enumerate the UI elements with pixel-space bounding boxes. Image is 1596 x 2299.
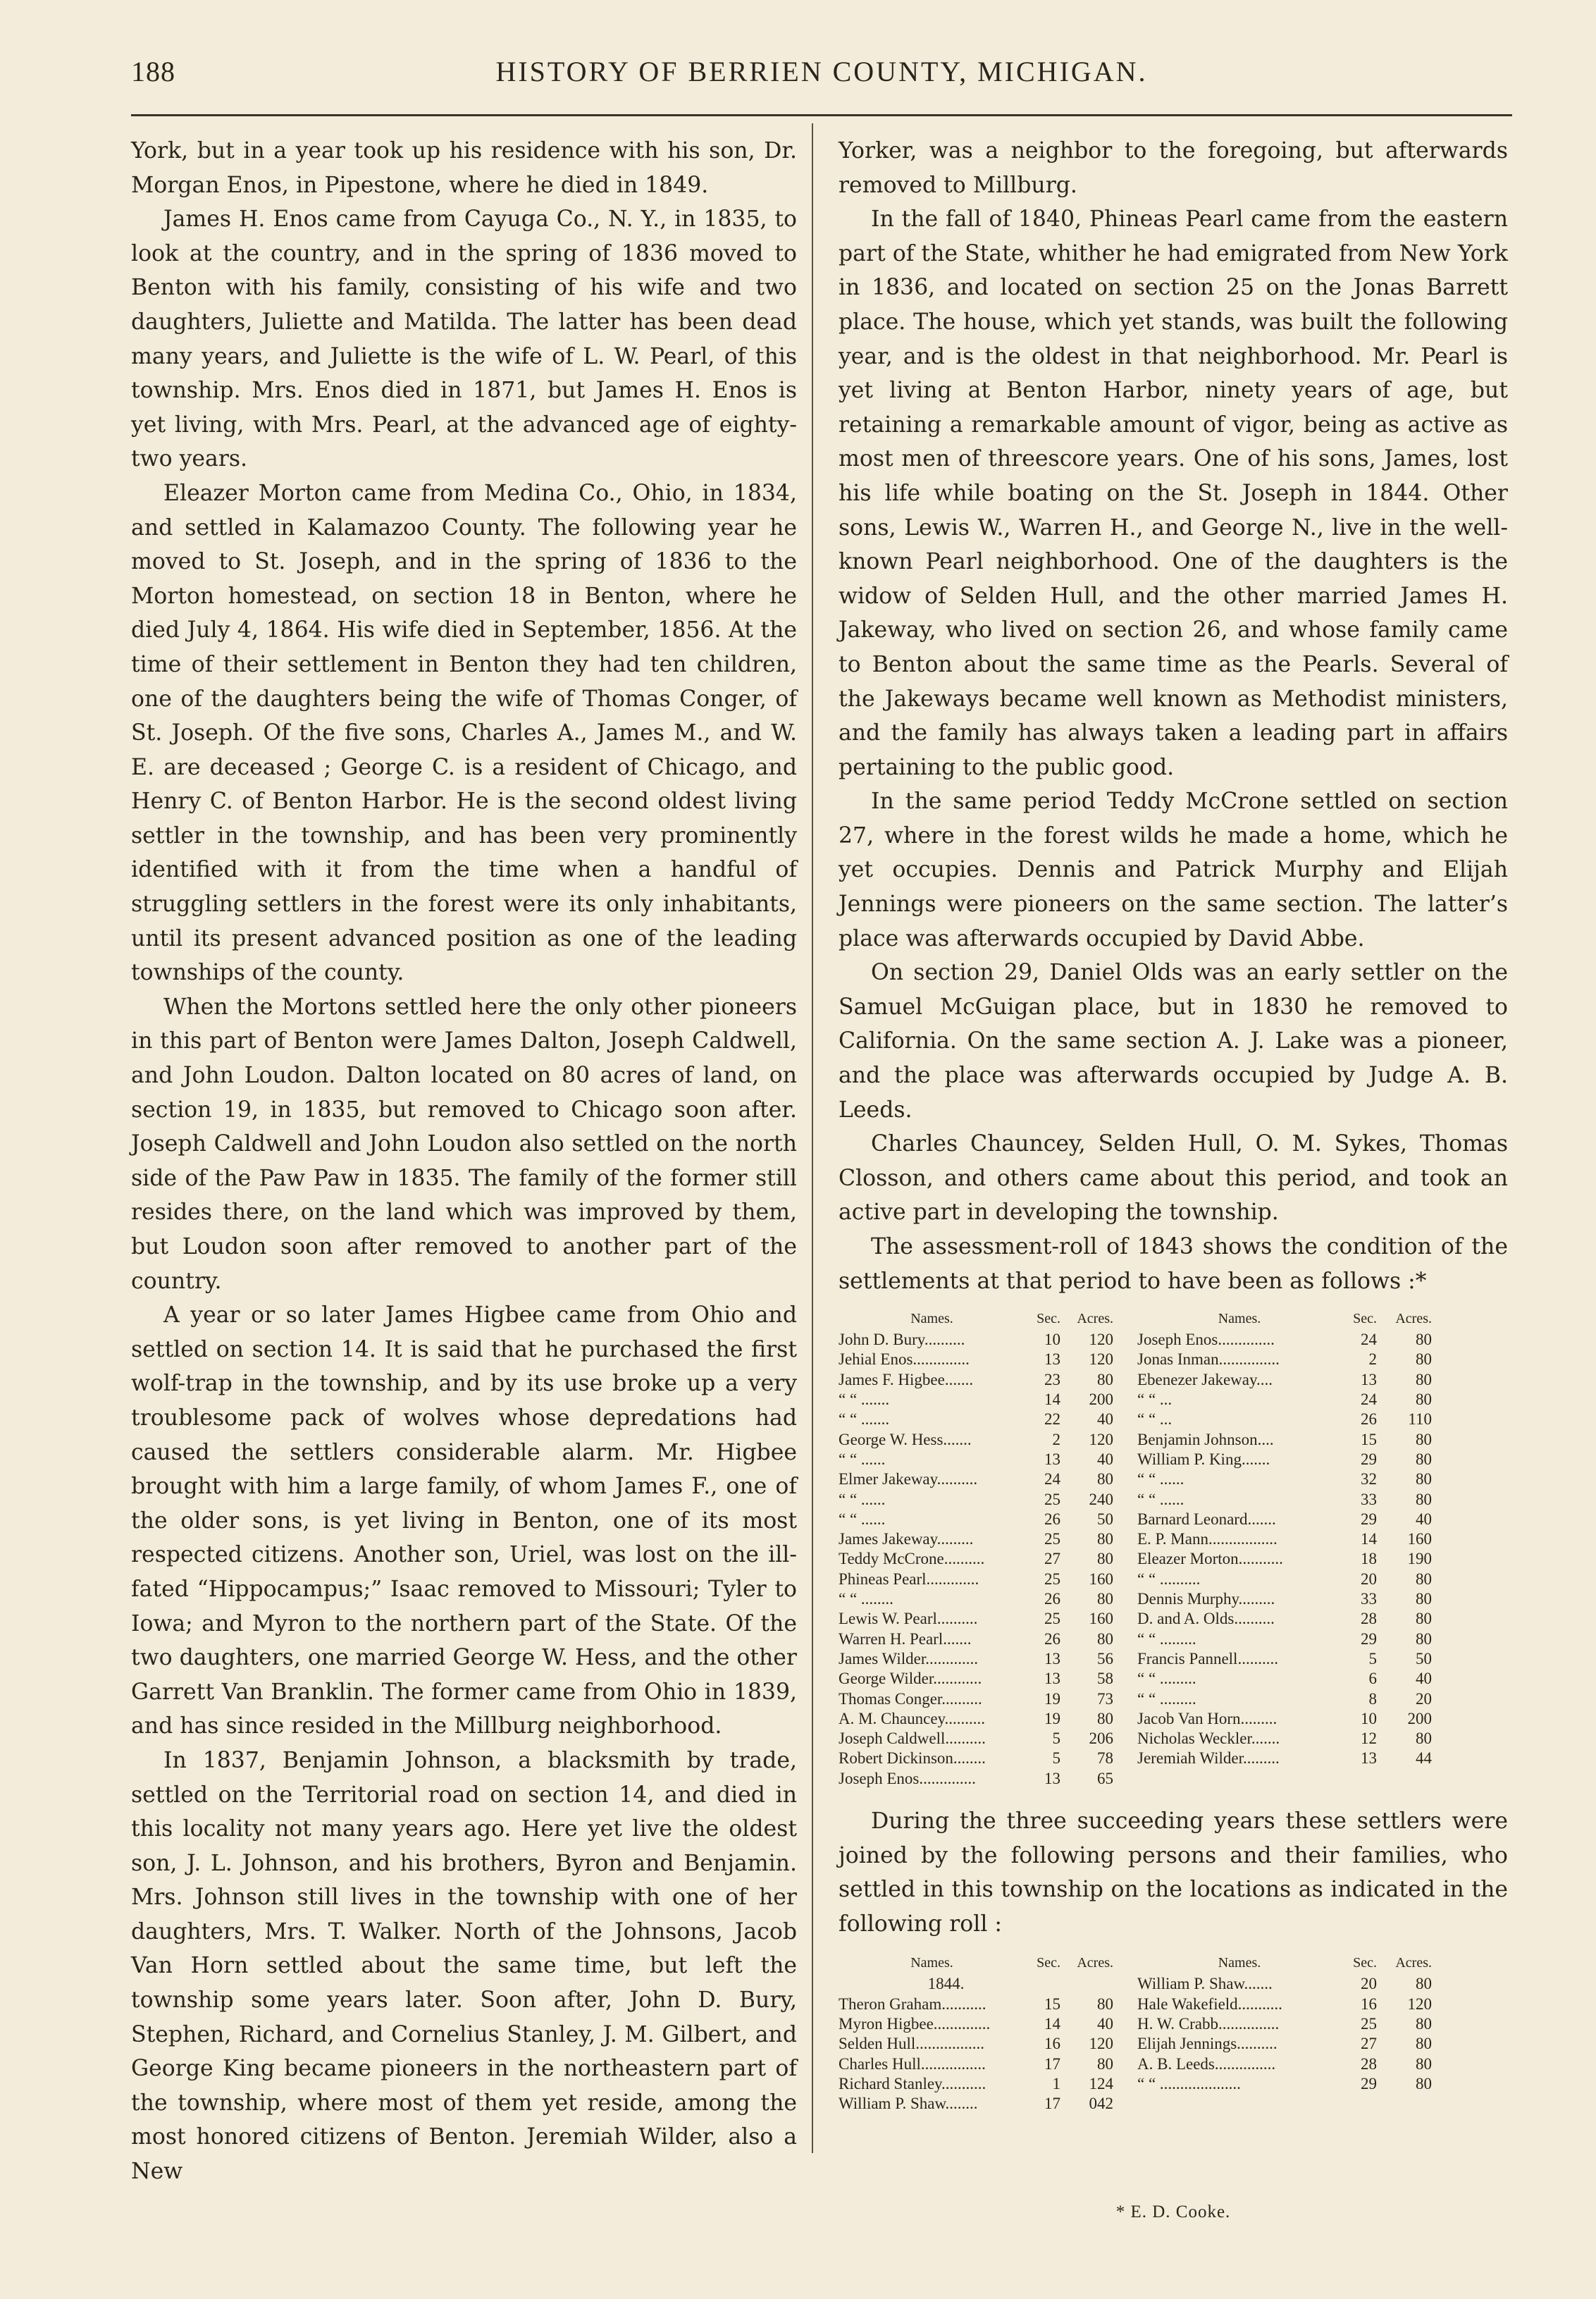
settler-name: William P. Shaw.......: [1137, 1975, 1273, 1993]
section-number: 22: [1044, 1410, 1060, 1429]
paragraph: When the Mortons settled here the only other pioneers in this part of Benton were James Dalton, Joseph Caldwell, and John Loudon. Dalton located on 80 acres of land, on section 19, in 1835, but removed to Chicago soon after. Joseph Caldwell and John Loudon also settled on the north side of the Paw Paw in 1835. The family of the former still resides there, on the land which was improved by them, but Loudon soon after removed to another part of the country.: [131, 994, 797, 1294]
column-gap: [1113, 1629, 1137, 1649]
acres-value: 80: [1416, 1331, 1432, 1349]
acres-value: [1060, 1974, 1113, 1994]
sec-header: Sec.: [1353, 1955, 1377, 1971]
acres-header: Acres.: [1077, 1311, 1113, 1327]
acres-value: 80: [1416, 1350, 1432, 1369]
settler-name: Barnard Leonard.......: [1137, 1510, 1276, 1528]
section-number: 29: [1361, 1510, 1377, 1528]
column-gap: [1113, 2014, 1137, 2034]
paragraph: In 1837, Benjamin Johnson, a blacksmith by trade, settled on the Territorial road on section 14, and died in this locality not many years ago. Here yet live the oldest son, J. L. Johnson, and his brothers, Byron and Benjamin. Mrs. Johnson still lives in the township with one of her daughters, Mrs. T. Walker. North of the Johnsons, Jacob Van Horn settled about the same time, but left the township some years later. Soon after, John D. Bury, Stephen, Richard, and Cornelius Stanley, J. M. Gilbert, and George King became pioneers in the northeastern part of the township, where most of them yet reside, among the most honored citizens of Benton. Jeremiah Wilder, also a New: [131, 1747, 797, 2185]
section-number: 13: [1361, 1749, 1377, 1768]
table-row: [839, 1390, 1432, 1410]
column-gap: [1113, 2034, 1137, 2054]
acres-value: 80: [1416, 1470, 1432, 1489]
settler-name: “ “ ..........: [1137, 1570, 1201, 1588]
section-number: 24: [1361, 1331, 1377, 1349]
section-number: 13: [1044, 1649, 1060, 1668]
settler-name: [1137, 2094, 1342, 2114]
column-gap: [1113, 1589, 1137, 1609]
settler-name: H. W. Crabb...............: [1137, 2014, 1280, 2033]
settler-name: “ “ .........: [1137, 1629, 1196, 1648]
settler-name: “ “ ......: [1137, 1470, 1184, 1489]
acres-value: 80: [1416, 1570, 1432, 1588]
acres-value: 40: [1416, 1670, 1432, 1688]
acres-value: 110: [1408, 1410, 1432, 1429]
section-number: 28: [1361, 2054, 1377, 2073]
acres-header: Acres.: [1395, 1311, 1432, 1327]
acres-value: 80: [1416, 2074, 1432, 2092]
settler-name: “ “ ......: [1137, 1490, 1184, 1508]
section-number: [1025, 1974, 1060, 1994]
table-row: [839, 1410, 1432, 1429]
acres-value: 120: [1089, 1350, 1113, 1369]
settler-name: Hale Wakefield...........: [1137, 1995, 1282, 2013]
column-gap: [1113, 1570, 1137, 1589]
column-gap: [1113, 1529, 1137, 1549]
acres-value: 80: [1097, 2054, 1113, 2073]
section-number: 28: [1361, 1610, 1377, 1628]
column-gap: [1113, 1450, 1137, 1469]
acres-value: 160: [1089, 1570, 1113, 1588]
page-header: [131, 55, 1512, 104]
column-gap: [1113, 2094, 1137, 2114]
table-row: [839, 1469, 1432, 1489]
settler-name: Francis Pannell..........: [1137, 1649, 1278, 1668]
column-gap: [1113, 1709, 1137, 1729]
settler-name: Dennis Murphy.........: [1137, 1590, 1275, 1608]
settler-name: Joseph Caldwell..........: [839, 1730, 986, 1748]
column-gap: [1113, 1955, 1137, 1974]
section-number: 29: [1361, 1629, 1377, 1648]
column-gap: [1113, 1689, 1137, 1709]
section-number: 13: [1044, 1350, 1060, 1369]
section-number: 33: [1361, 1590, 1377, 1608]
acres-value: 80: [1416, 1590, 1432, 1608]
settler-name: “ “ ......: [839, 1490, 886, 1508]
names-header: Names.: [910, 1311, 953, 1327]
table-row: [839, 1995, 1432, 2014]
footnote: * E. D. Cooke.: [1115, 2202, 1231, 2221]
section-number: 14: [1044, 1391, 1060, 1409]
section-number: 26: [1044, 1629, 1060, 1648]
settler-name: Richard Stanley...........: [839, 2074, 986, 2092]
acres-value: 56: [1097, 1649, 1113, 1668]
settler-name: Selden Hull.................: [839, 2035, 984, 2053]
table-row: [839, 1490, 1432, 1510]
acres-value: 58: [1097, 1670, 1113, 1688]
section-number: 18: [1361, 1550, 1377, 1568]
column-gap: [1113, 1370, 1137, 1390]
section-number: 14: [1361, 1530, 1377, 1548]
table-row: [839, 1430, 1432, 1450]
acres-value: 80: [1416, 1490, 1432, 1508]
header-rule: [131, 114, 1512, 116]
paragraph: Charles Chauncey, Selden Hull, O. M. Sykes, Thomas Closson, and others came about this period, and took an active part in developing the township.: [839, 1131, 1508, 1226]
section-number: 13: [1044, 1670, 1060, 1688]
assessment-roll-1843: [839, 1311, 1432, 1789]
settler-name: Jehial Enos..............: [839, 1350, 970, 1369]
acres-value: 40: [1097, 1410, 1113, 1429]
settler-name: Ebenezer Jakeway....: [1137, 1370, 1273, 1388]
table-row: [839, 2094, 1432, 2114]
table-row: [839, 2034, 1432, 2054]
section-number: 13: [1361, 1370, 1377, 1388]
column-gap: [1113, 1609, 1137, 1629]
table-row: [839, 1529, 1432, 1549]
settler-name: “ “ ........: [839, 1590, 893, 1608]
table-row: [839, 1370, 1432, 1390]
section-number: 17: [1044, 2054, 1060, 2073]
column-gap: [1113, 2054, 1137, 2074]
paragraph: In the fall of 1840, Phineas Pearl came from the eastern part of the State, whither he had emigrated from New York in 1836, and located on section 25 on the Jonas Barrett place. The house, which yet stands, was built the following year, and is the oldest in that neighborhood. Mr. Pearl is yet living at Benton Harbor, ninety years of age, but retaining a remarkable amount of vigor, being as active as most men of threescore years. One of his sons, James, lost his life while boating on the St. Joseph in 1844. Other sons, Lewis W., Warren H., and George N., live in the well-known Pearl neighborhood. One of the daughters is the widow of Selden Hull, and the other married James H. Jakeway, who lived on section 26, and whose family came to Benton about the same time as the Pearls. Several of the Jakeways became well known as Methodist ministers, and the family has always taken a leading part in affairs pertaining to the public good.: [839, 207, 1508, 780]
section-number: 13: [1044, 1769, 1060, 1787]
settler-name: Benjamin Johnson....: [1137, 1430, 1274, 1448]
acres-value: 80: [1097, 1470, 1113, 1489]
settler-name: “ “ ......: [839, 1510, 886, 1528]
section-number: 29: [1361, 2074, 1377, 2092]
paragraph: A year or so later James Higbee came from Ohio and settled on section 14. It is said that he purchased the first wolf-trap in the township, and by its use broke up a very troublesome pack of wolves whose depredations had caused the settlers considerable alarm. Mr. Higbee brought with him a large family, of whom James F., one of the older sons, is yet living in Benton, one of its most respected citizens. Another son, Uriel, was lost on the ill-fated “Hippocampus;” Isaac removed to Missouri; Tyler to Iowa; and Myron to the northern part of the State. Of the two daughters, one married George W. Hess, and the other Garrett Van Branklin. The former came from Ohio in 1839, and has since resided in the Millburg neighborhood.: [131, 1302, 797, 1739]
section-number: 26: [1044, 1590, 1060, 1608]
paragraph: On section 29, Daniel Olds was an early settler on the Samuel McGuigan place, but in 1830 he removed to California. On the same section A. J. Lake was a pioneer, and the place was afterwards occupied by Judge A. B. Leeds.: [839, 960, 1508, 1123]
column-gap: [1113, 1729, 1137, 1749]
acres-value: 80: [1097, 1530, 1113, 1548]
settler-name: E. P. Mann.................: [1137, 1530, 1278, 1548]
settler-name: Phineas Pearl.............: [839, 1570, 979, 1588]
section-number: 8: [1368, 1689, 1377, 1708]
acres-value: 50: [1097, 1510, 1113, 1528]
settler-name: Joseph Enos..............: [1137, 1331, 1275, 1349]
section-number: 19: [1044, 1709, 1060, 1727]
acres-value: 80: [1097, 1550, 1113, 1568]
section-number: 10: [1361, 1709, 1377, 1727]
settler-name: Theron Graham...........: [839, 1995, 986, 2013]
acres-value: 78: [1097, 1749, 1113, 1768]
acres-value: 80: [1097, 1995, 1113, 2013]
column-gap: [1113, 1649, 1137, 1669]
section-number: 19: [1044, 1689, 1060, 1708]
column-gap: [1113, 1390, 1137, 1410]
roll-year: 1844.: [927, 1975, 965, 1993]
settler-name: “ “ .......: [839, 1410, 890, 1429]
table-row: [839, 1669, 1432, 1689]
settler-name: Thomas Conger..........: [839, 1689, 982, 1708]
table-row: [839, 1689, 1432, 1709]
section-number: 14: [1044, 2014, 1060, 2033]
section-number: 12: [1361, 1730, 1377, 1748]
column-gap: [1113, 1749, 1137, 1768]
table-row: [839, 1450, 1432, 1469]
acres-value: 120: [1089, 1331, 1113, 1349]
acres-value: 80: [1416, 1391, 1432, 1409]
table-row: [839, 1769, 1432, 1789]
acres-value: 160: [1407, 1530, 1432, 1548]
paragraph: James H. Enos came from Cayuga Co., N. Y., in 1835, to look at the country, and in the spring of 1836 moved to Benton with his family, consisting of his wife and two daughters, Juliette and Matilda. The latter has been dead many years, and Juliette is the wife of L. W. Pearl, of this township. Mrs. Enos died in 1871, but James H. Enos is yet living, with Mrs. Pearl, at the advanced age of eighty-two years.: [131, 207, 797, 472]
table-row: [839, 1510, 1432, 1529]
column-divider: [812, 123, 813, 2153]
section-number: 16: [1361, 1995, 1377, 2013]
settler-name: Eleazer Morton...........: [1137, 1550, 1283, 1568]
acres-value: 80: [1416, 1450, 1432, 1468]
section-number: 13: [1044, 1450, 1060, 1468]
page-number: 188: [131, 56, 175, 87]
settler-name: “ “ ....................: [1137, 2074, 1241, 2092]
acres-value: 80: [1416, 1730, 1432, 1748]
table-row: [839, 2074, 1432, 2094]
settler-name: Robert Dickinson........: [839, 1749, 986, 1768]
section-number: 25: [1044, 1530, 1060, 1548]
acres-header: Acres.: [1395, 1955, 1432, 1971]
running-title: HISTORY OF BERRIEN COUNTY, MICHIGAN.: [495, 56, 1148, 87]
names-header: Names.: [910, 1955, 953, 1971]
acres-value: 120: [1089, 1430, 1113, 1448]
acres-value: 206: [1089, 1730, 1113, 1748]
acres-value: 80: [1416, 1370, 1432, 1388]
paragraph: The assessment-roll of 1843 shows the condition of the settlements at that period to have been as follows :*: [839, 1234, 1508, 1294]
column-gap: [1113, 1490, 1137, 1510]
column-gap: [1113, 2074, 1137, 2094]
settler-name: John D. Bury..........: [839, 1331, 965, 1349]
column-gap: [1113, 1410, 1137, 1429]
column-gap: [1113, 1995, 1137, 2014]
acres-value: 40: [1097, 1450, 1113, 1468]
table-row: [839, 1629, 1432, 1649]
section-number: 20: [1361, 1570, 1377, 1588]
column-gap: [1113, 1350, 1137, 1369]
column-gap: [1113, 1549, 1137, 1569]
acres-value: 124: [1089, 2074, 1113, 2092]
section-number: 15: [1361, 1430, 1377, 1448]
section-number: 5: [1052, 1730, 1060, 1748]
settler-name: Joseph Enos..............: [839, 1769, 976, 1787]
section-number: 33: [1361, 1490, 1377, 1508]
acres-value: 40: [1416, 1510, 1432, 1528]
table-row: [839, 1709, 1432, 1729]
section-number: 2: [1052, 1430, 1060, 1448]
settler-name: “ “ .........: [1137, 1670, 1196, 1688]
acres-value: [1377, 2094, 1432, 2114]
table-row: [839, 1974, 1432, 1994]
section-number: [1342, 1769, 1377, 1789]
section-number: 25: [1044, 1490, 1060, 1508]
acres-header: Acres.: [1077, 1955, 1113, 1971]
section-number: 26: [1044, 1510, 1060, 1528]
acres-value: 80: [1097, 1709, 1113, 1727]
sec-header: Sec.: [1037, 1955, 1060, 1971]
acres-value: [1377, 1769, 1432, 1789]
section-number: 26: [1361, 1410, 1377, 1429]
acres-value: 200: [1089, 1391, 1113, 1409]
acres-value: 120: [1089, 2035, 1113, 2053]
acres-value: 80: [1416, 2014, 1432, 2033]
sec-header: Sec.: [1037, 1311, 1060, 1327]
column-gap: [1113, 1330, 1137, 1350]
section-number: 5: [1052, 1749, 1060, 1768]
assessment-roll-1844: [839, 1955, 1432, 2114]
acres-value: 160: [1089, 1610, 1113, 1628]
section-number: 6: [1368, 1670, 1377, 1688]
settler-name: Elmer Jakeway..........: [839, 1470, 978, 1489]
settler-name: William P. Shaw........: [839, 2095, 978, 2113]
settler-name: Myron Higbee..............: [839, 2014, 991, 2033]
settler-name: A. M. Chauncey..........: [839, 1709, 986, 1727]
column-gap: [1113, 1974, 1137, 1994]
acres-value: 80: [1416, 2054, 1432, 2073]
section-number: 27: [1361, 2035, 1377, 2053]
table-row: [839, 1330, 1432, 1350]
section-number: 24: [1044, 1470, 1060, 1489]
acres-value: 042: [1089, 2095, 1113, 2113]
settler-name: A. B. Leeds...............: [1137, 2054, 1276, 2073]
table-row: [839, 2054, 1432, 2074]
settler-name: D. and A. Olds..........: [1137, 1610, 1275, 1628]
settler-name: Jonas Inman...............: [1137, 1350, 1280, 1369]
roll-header-row: [839, 1955, 1432, 1974]
table-row: [839, 1350, 1432, 1369]
section-number: 23: [1044, 1370, 1060, 1388]
section-number: 27: [1044, 1550, 1060, 1568]
paragraph: In the same period Teddy McCrone settled on section 27, where in the forest wilds he made a home, which he yet occupies. Dennis and Patrick Murphy and Elijah Jennings were pioneers on the same section. The latter’s place was afterwards occupied by David Abbe.: [839, 789, 1508, 951]
section-number: 25: [1361, 2014, 1377, 2033]
acres-value: 65: [1097, 1769, 1113, 1787]
settler-name: “ “ .........: [1137, 1689, 1196, 1708]
acres-value: 200: [1407, 1709, 1432, 1727]
settler-name: “ “ ...: [1137, 1410, 1173, 1429]
section-number: 24: [1361, 1391, 1377, 1409]
settler-name: Warren H. Pearl.......: [839, 1629, 972, 1648]
table-row: [839, 1649, 1432, 1669]
table-row: [839, 1549, 1432, 1569]
paragraph: Eleazer Morton came from Medina Co., Ohio, in 1834, and settled in Kalamazoo County. The following year he moved to St. Joseph, and in the spring of 1836 to the Morton homestead, on section 18 in Benton, where he died July 4, 1864. His wife died in September, 1856. At the time of their settlement in Benton they had ten children, one of the daughters being the wife of Thomas Conger, of St. Joseph. Of the five sons, Charles A., James M., and W. E. are deceased ; George C. is a resident of Chicago, and Henry C. of Benton Harbor. He is the second oldest living settler in the township, and has been very prominently identified with it from the time when a handful of struggling settlers in the forest were its only inhabitants, until its present advanced position as one of the leading townships of the county.: [131, 480, 797, 986]
settler-name: Nicholas Weckler.......: [1137, 1730, 1280, 1748]
names-header: Names.: [1218, 1311, 1261, 1327]
table-row: [839, 1589, 1432, 1609]
acres-value: 240: [1089, 1490, 1113, 1508]
acres-value: 80: [1097, 1590, 1113, 1608]
settler-name: Jeremiah Wilder.........: [1137, 1749, 1280, 1768]
settler-name: “ “ ...: [1137, 1391, 1173, 1409]
names-header: Names.: [1218, 1955, 1261, 1971]
settler-name: [1137, 1769, 1342, 1789]
acres-value: 20: [1416, 1689, 1432, 1708]
acres-value: 80: [1416, 1629, 1432, 1648]
acres-value: 190: [1407, 1550, 1432, 1568]
column-gap: [1113, 1769, 1137, 1789]
settler-name: Elijah Jennings..........: [1137, 2035, 1278, 2053]
settler-name: Teddy McCrone..........: [839, 1550, 985, 1568]
acres-value: 80: [1416, 1975, 1432, 1993]
section-number: 29: [1361, 1450, 1377, 1468]
paragraph: York, but in a year took up his residence with his son, Dr. Morgan Enos, in Pipestone, where he died in 1849.: [131, 138, 797, 198]
table-row: [839, 1609, 1432, 1629]
section-number: 10: [1044, 1331, 1060, 1349]
settler-name: George Wilder............: [839, 1670, 982, 1688]
acres-value: 40: [1097, 2014, 1113, 2033]
table-row: [839, 1570, 1432, 1589]
right-column: [839, 134, 1508, 2114]
column-gap: [1113, 1469, 1137, 1489]
settler-name: Jacob Van Horn.........: [1137, 1709, 1278, 1727]
section-number: 5: [1368, 1649, 1377, 1668]
acres-value: 80: [1416, 2035, 1432, 2053]
section-number: 17: [1044, 2095, 1060, 2113]
acres-value: 80: [1416, 1610, 1432, 1628]
acres-value: 73: [1097, 1689, 1113, 1708]
table-row: [839, 2014, 1432, 2034]
settler-name: Lewis W. Pearl..........: [839, 1610, 978, 1628]
settler-name: Charles Hull................: [839, 2054, 986, 2073]
table-row: [839, 1749, 1432, 1768]
column-gap: [1113, 1430, 1137, 1450]
column-gap: [1113, 1669, 1137, 1689]
acres-value: 44: [1416, 1749, 1432, 1768]
column-gap: [1113, 1311, 1137, 1330]
settler-name: “ “ ......: [839, 1450, 886, 1468]
acres-value: 80: [1097, 1370, 1113, 1388]
settler-name: James F. Higbee.......: [839, 1370, 974, 1388]
settler-name: “ “ .......: [839, 1391, 890, 1409]
acres-value: 80: [1416, 1430, 1432, 1448]
settler-name: William P. King.......: [1137, 1450, 1270, 1468]
section-number: [1342, 2094, 1377, 2114]
section-number: 1: [1052, 2074, 1060, 2092]
section-number: 25: [1044, 1610, 1060, 1628]
paragraph: Yorker, was a neighbor to the foregoing, but afterwards removed to Millburg.: [839, 138, 1508, 198]
section-number: 2: [1368, 1350, 1377, 1369]
section-number: 16: [1044, 2035, 1060, 2053]
section-number: 15: [1044, 1995, 1060, 2013]
settler-name: James Wilder.............: [839, 1649, 978, 1668]
sec-header: Sec.: [1353, 1311, 1377, 1327]
section-number: 25: [1044, 1570, 1060, 1588]
table-row: [839, 1729, 1432, 1749]
acres-value: 120: [1407, 1995, 1432, 2013]
section-number: 32: [1361, 1470, 1377, 1489]
column-gap: [1113, 1510, 1137, 1529]
paragraph: During the three succeeding years these settlers were joined by the following persons and their families, who settled in this township on the locations as indicated in the following roll :: [839, 1808, 1508, 1937]
acres-value: 80: [1097, 1629, 1113, 1648]
settler-name: James Jakeway.........: [839, 1530, 974, 1548]
settler-name: George W. Hess.......: [839, 1430, 972, 1448]
roll-header-row: [839, 1311, 1432, 1330]
section-number: 20: [1361, 1975, 1377, 1993]
left-column: [131, 134, 797, 2189]
acres-value: 50: [1416, 1649, 1432, 1668]
